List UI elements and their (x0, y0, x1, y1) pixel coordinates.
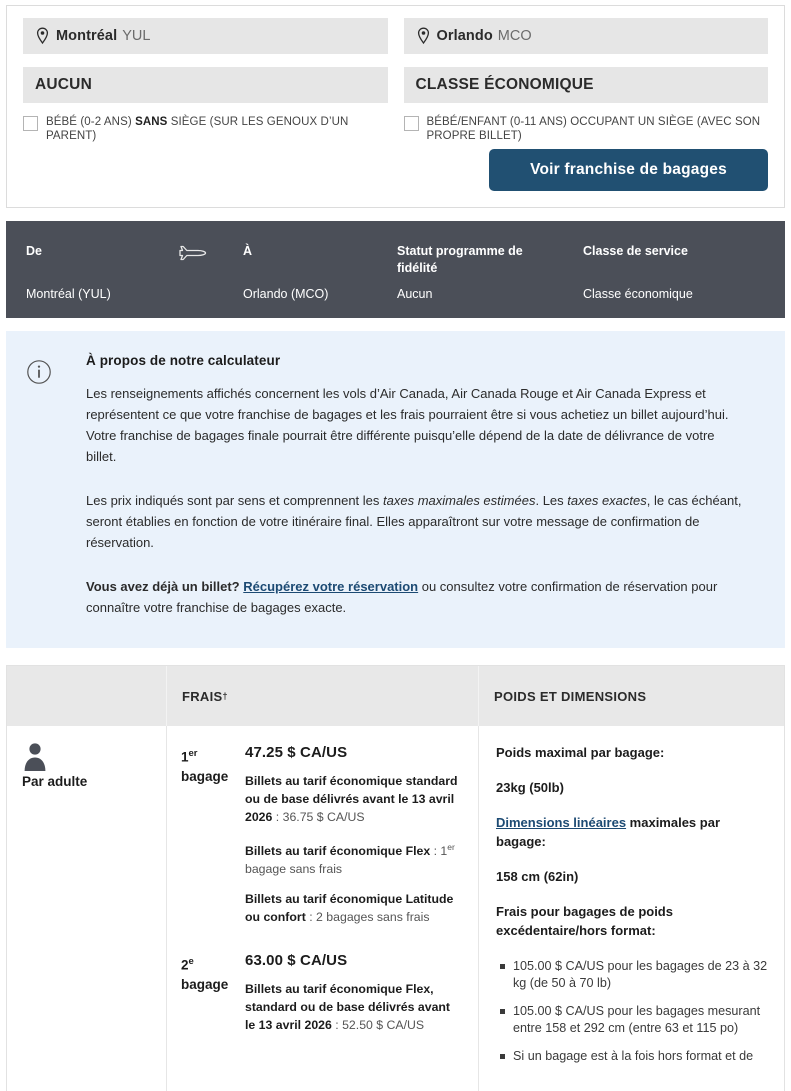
summary-header-to: À (243, 244, 253, 258)
info-paragraph-3: Vous avez déjà un billet? Récupérez votre réservation ou consultez votre confirmation de réservation pour connaître votre franchise de bagages exacte. (86, 579, 718, 615)
bag-price-second: 63.00 $ CA/US (245, 952, 348, 970)
summary-value-cabin: Classe économique (583, 287, 693, 301)
options-row (23, 67, 768, 103)
cell-passenger (7, 726, 167, 1091)
list-item: Si un bagage est à la fois hors format et de (513, 1048, 769, 1065)
info-icon-column (26, 353, 86, 618)
linear-dimensions-value: 158 cm (62in) (496, 869, 579, 884)
checkbox-infant-seat-label: BÉBÉ/ENFANT (0-11 ANS) OCCUPANT UN SIÈGE (AVEC SON PROPRE BILLET) (426, 116, 761, 142)
bag-block-second (181, 952, 463, 1034)
max-weight-heading: Poids maximal par bagage: (496, 745, 665, 760)
airports-row (23, 18, 768, 54)
passenger-type-label: Par adulte (22, 774, 88, 789)
bag-fare-line: Billets au tarif économique standard ou de base délivrés avant le 13 avril 2026 : 36.75 $ CA/US (245, 774, 458, 824)
bag-ordinal-second: 2e bagage (181, 956, 229, 992)
location-pin-icon (35, 27, 50, 45)
summary-value-to: Orlando (MCO) (243, 287, 329, 301)
bag-ordinal-first: 1er bagage (181, 748, 229, 784)
destination-code: MCO (497, 28, 532, 44)
destination-city: Orlando (436, 28, 493, 44)
excess-fees-list (496, 958, 769, 1065)
column-header-dimensions: POIDS ET DIMENSIONS (494, 688, 647, 704)
cabin-class-select[interactable]: CLASSE ÉCONOMIQUE (404, 67, 769, 103)
origin-city: Montréal (56, 28, 118, 44)
origin-code: YUL (122, 28, 151, 44)
summary-value-from: Montréal (YUL) (26, 287, 111, 301)
list-item: 105.00 $ CA/US pour les bagages mesurant entre 158 et 292 cm (entre 63 et 115 po) (513, 1003, 769, 1037)
baggage-fees-table (6, 665, 785, 1091)
bag-detail-first (245, 744, 463, 926)
linear-dimensions-heading: Dimensions linéaires maximales par bagage: (496, 815, 721, 849)
linear-dimensions-link[interactable]: Dimensions linéaires (496, 815, 627, 830)
passenger-checkbox-row (23, 115, 768, 191)
person-icon (22, 742, 48, 772)
summary-header-from: De (26, 244, 42, 258)
view-baggage-allowance-button[interactable]: Voir franchise de bagages (489, 149, 768, 191)
infant-lap-column (23, 115, 388, 191)
infant-seat-column (404, 115, 769, 191)
bag-fare-line: Billets au tarif économique Flex : 1er bagage sans frais (245, 842, 455, 877)
location-pin-icon (416, 27, 431, 45)
checkbox-box-icon[interactable] (23, 116, 38, 131)
checkbox-infant-seat[interactable] (404, 115, 769, 143)
bag-block-first (181, 744, 463, 926)
cell-fees (167, 726, 479, 1091)
bag-fare-line: Billets au tarif économique Latitude ou confort : 2 bagages sans frais (245, 892, 454, 925)
list-item: 105.00 $ CA/US pour les bagages de 23 à 32 kg (de 50 à 70 lb) (513, 959, 768, 990)
checkbox-infant-lap-label: BÉBÉ (0-2 ANS) SANS SIÈGE (SUR LES GENOUX D’UN PARENT) (46, 116, 349, 142)
info-circle-icon (26, 372, 52, 389)
destination-field[interactable] (404, 18, 769, 54)
column-header-passenger (7, 666, 167, 726)
origin-field[interactable] (23, 18, 388, 54)
excess-fees-heading: Frais pour bagages de poids excédentaire/hors format: (496, 904, 673, 938)
info-paragraph-2: Les prix indiqués sont par sens et comprennent les taxes maximales estimées. Les taxes exactes, le cas échéant, seront établies en fonction de votre itinéraire final. Elles apparaîtront sur votre message de confirmation de réservation. (86, 493, 742, 550)
summary-value-loyalty: Aucun (397, 287, 433, 301)
info-paragraph-1: Les renseignements affichés concernent les vols d’Air Canada, Air Canada Rouge et Air Canada Express et représentent ce que votre franchise de bagages et les frais pourraient être si vous achetiez un billet aujourd’hui. Votre franchise de bagages finale pourrait être différente puisqu’elle dépend de la date de délivrance de votre billet. (86, 386, 729, 464)
loyalty-status-select[interactable]: AUCUN (23, 67, 388, 103)
table-header-row (7, 666, 784, 726)
retrieve-booking-link[interactable]: Récupérez votre réservation (243, 579, 419, 594)
bag-fare-line: Billets au tarif économique Flex, standard ou de base délivrés avant le 13 avril 2026 : 52.50 $ CA/US (245, 982, 451, 1033)
cell-dimensions (479, 726, 784, 1091)
checkbox-box-icon[interactable] (404, 116, 419, 131)
submit-wrapper (404, 149, 769, 191)
max-weight-value: 23kg (50lb) (496, 780, 564, 795)
summary-header-cabin: Classe de service (583, 244, 688, 258)
itinerary-summary-bar (6, 221, 785, 318)
bag-price-first: 47.25 $ CA/US (245, 744, 348, 761)
column-header-fees: FRAIS † (167, 666, 479, 726)
fees-dagger-marker: † (222, 691, 228, 701)
bag-detail-second (245, 952, 463, 1034)
info-body (86, 353, 761, 618)
info-title: À propos de notre calculateur (86, 353, 281, 368)
airplane-icon (178, 241, 210, 265)
summary-header-loyalty: Statut programme de fidélité (397, 244, 523, 275)
checkbox-infant-lap[interactable] (23, 115, 388, 143)
calculator-info-panel (6, 331, 785, 648)
table-row (7, 726, 784, 1091)
baggage-search-panel (6, 5, 785, 208)
